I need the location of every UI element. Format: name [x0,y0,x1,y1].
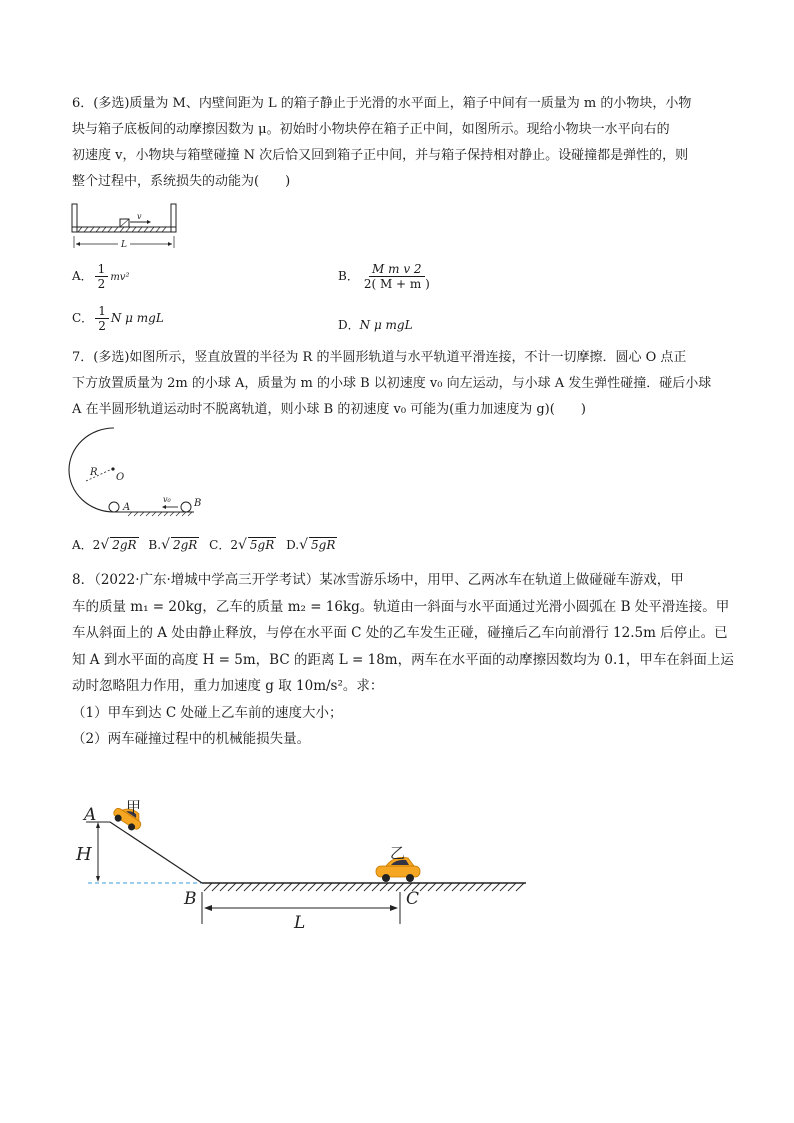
q6-c-num: 1 [95,304,109,319]
q6-a-num: 1 [95,262,109,277]
q6-v-label: v [137,212,142,221]
q6-option-c-label: C． [72,311,94,325]
q7-track-figure [66,425,226,520]
q8-B-label: B [184,889,197,909]
q8-C-label: C [406,889,420,909]
q8-line-3: 车从斜面上的 A 处由静止释放，与停在水平面 C 处的乙车发生正碰，碰撞后乙车向前滑行 12.5m 后停止。已 [72,625,728,641]
q7-v0-label: v₀ [163,495,171,504]
q6-b-den: 2( M + m ) [363,277,430,291]
q7-option-d[interactable]: D.√ 5gR [286,537,336,553]
q7-line-3: A 在半圆形轨道运动时不脱离轨道，则小球 B 的初速度 v₀ 可能为(重力加速度为 g)( ) [72,402,586,417]
q6-c-tail: N μ mgL [110,311,164,325]
ball-b-icon [181,502,191,512]
q8-line-2: 车的质量 m₁ = 20kg，乙车的质量 m₂ = 16kg。轨道由一斜面与水平面通过光滑小圆弧在 B 处平滑连接。甲 [72,598,730,615]
q6-a-den: 2 [97,277,106,291]
q6-b-num: M m v 2 [369,262,425,277]
q6-line-2: 块与箱子底板间的动摩擦因数为 μ。初始时小物块停在箱子正中间，如图所示。现给小物块一水平向右的 [72,122,670,137]
q7-option-b[interactable]: B.√ 2gR [148,537,198,553]
q8-jia-label: 甲 [126,798,142,816]
q8-stem [72,567,734,753]
q7-options [72,536,337,553]
q8-sub-1: （1）甲车到达 C 处碰上乙车前的速度大小； [72,704,343,721]
q6-box-figure [70,200,180,252]
q8-line-4: 知 A 到水平面的高度 H = 5m，BC 的距离 L = 18m，两车在水平面的动摩擦因数均为 0.1，甲车在斜面上运 [72,651,734,668]
q7-stem [72,345,722,423]
q7-option-a-label: A．2 [72,538,101,552]
q6-option-b[interactable] [338,262,435,291]
q6-option-a[interactable] [72,262,129,291]
q8-L-label: L [294,913,306,932]
q6-line-3: 初速度 v，小物块与箱壁碰撞 N 次后恰又回到箱子正中间，并与箱子保持相对静止。设碰撞都是弹性的，则 [72,148,689,163]
q7-option-b-label: B. [148,538,162,552]
q7-d-rad: 5gR [311,538,336,552]
q6-stem [72,91,722,195]
q6-a-tail: mv² [110,272,130,283]
q8-sub-2: （2）两车碰撞过程中的机械能损失量。 [72,731,311,747]
q6-option-d-label: D． [338,318,360,332]
q7-A-label: A [123,502,131,513]
q6-option-d[interactable] [338,316,413,333]
q7-B-label: B [194,498,202,509]
q7-O-label: O [116,472,125,483]
q6-line-1: 6．(多选)质量为 M、内壁间距为 L 的箱子静止于光滑的水平面上，箱子中间有一质量为 m 的小物块，小物 [72,96,692,111]
q6-L-label: L [121,240,127,250]
q6-line-4: 整个过程中，系统损失的动能为( ) [72,174,291,189]
q8-slope-figure [66,792,536,932]
q6-d-text: N μ mgL [359,318,413,332]
ball-a-icon [109,502,119,512]
q6-option-c[interactable] [72,304,164,333]
q8-line-5: 动时忽略阻力作用，重力加速度 g 取 10m/s²。求： [72,678,384,694]
q7-R-label: R [90,467,98,478]
q7-line-1: 7．(多选)如图所示，竖直放置的半径为 R 的半圆形轨道与水平轨道平滑连接，不计一切摩擦．圆心 O 点正 [72,350,687,365]
q8-A-label: A [84,805,97,825]
q8-H-label: H [76,844,92,865]
q6-option-a-label: A． [72,269,93,283]
q7-a-rad: 2gR [112,538,137,552]
q7-option-c-label: C．2 [209,538,238,552]
q7-option-c[interactable]: C．2√ 5gR [209,537,275,553]
q7-line-2: 下方放置质量为 2m 的小球 A，质量为 m 的小球 B 以初速度 v₀ 向左运动，与小球 A 发生弹性碰撞．碰后小球 [72,376,712,391]
q6-option-b-label: B． [338,269,359,283]
q7-option-d-label: D. [286,538,300,552]
q7-b-rad: 2gR [172,538,198,552]
q8-yi-label: 乙 [390,844,406,862]
q6-c-den: 2 [98,319,106,333]
q7-option-a[interactable]: A．2√ 2gR [72,537,137,553]
q7-c-rad: 5gR [249,538,275,552]
q8-line-1: 8．（2022·广东·增城中学高三开学考试）某冰雪游乐场中，用甲、乙两冰车在轨道上做碰碰车游戏，甲 [72,572,684,588]
